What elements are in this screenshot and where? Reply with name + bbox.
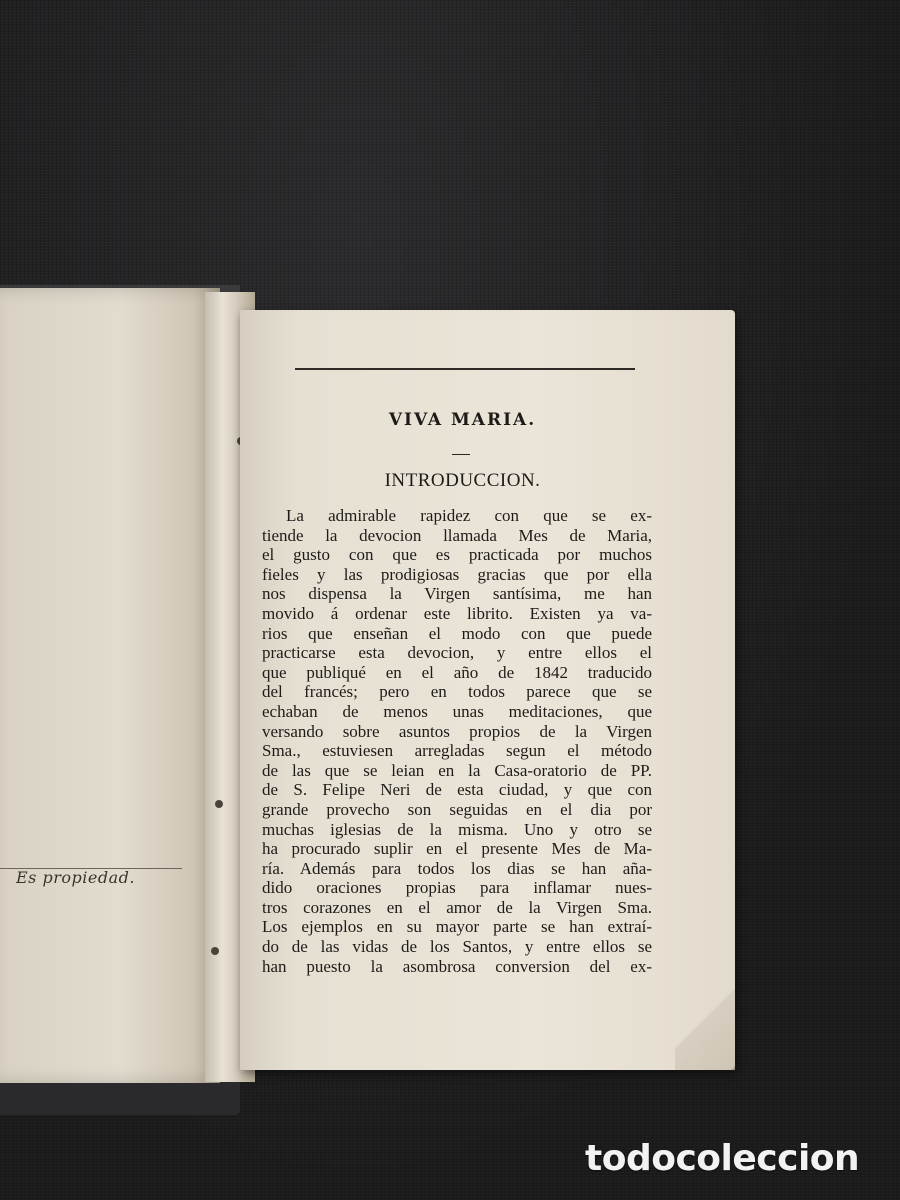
- text-line: tros corazones en el amor de la Virgen Sma.: [262, 897, 652, 917]
- text-line: Los ejemplos en su mayor parte se han extraí-: [262, 917, 652, 937]
- left-page-caption: Es propiedad.: [16, 868, 135, 887]
- text-line: del francés; pero en todos parece que se: [262, 682, 652, 702]
- text-line: movido á ordenar este librito. Existen ya va-: [262, 603, 652, 623]
- watermark-logo: todocoleccion: [585, 1138, 860, 1179]
- page-title: VIVA MARIA.: [388, 410, 537, 430]
- text-line: muchas iglesias de la misma. Uno y otro se: [262, 819, 652, 839]
- text-line: de S. Felipe Neri de esta ciudad, y que con: [262, 780, 652, 800]
- text-line: grande provecho son seguidas en el dia por: [262, 799, 652, 819]
- folded-page-corner: [675, 970, 735, 1070]
- text-line: de las que se leian en la Casa-oratorio de PP.: [262, 760, 652, 780]
- binding-stitch: [215, 800, 223, 808]
- text-line: el gusto con que es practicada por muchos: [262, 545, 652, 565]
- text-line: practicarse esta devocion, y entre ellos el: [262, 643, 652, 663]
- text-line: La admirable rapidez con que se ex-: [286, 506, 652, 525]
- text-line: do de las vidas de los Santos, y entre ellos se: [262, 937, 652, 957]
- text-line: echaban de menos unas meditaciones, que: [262, 701, 652, 721]
- text-line: Sma., estuviesen arregladas segun el método: [262, 741, 652, 761]
- text-line: que publiqué en el año de 1842 traducido: [262, 662, 652, 682]
- text-line: versando sobre asuntos propios de la Virgen: [262, 721, 652, 741]
- page-top-rule: [295, 368, 635, 370]
- text-line: ría. Además para todos los dias se han aña-: [262, 858, 652, 878]
- body-text: [262, 506, 652, 976]
- text-line: ha procurado suplir en el presente Mes de Ma-: [262, 839, 652, 859]
- text-line: tiende la devocion llamada Mes de Maria,: [262, 525, 652, 545]
- text-line: rios que enseñan el modo con que puede: [262, 623, 652, 643]
- right-page: [240, 310, 735, 1070]
- text-line: fieles y las prodigiosas gracias que por ella: [262, 564, 652, 584]
- section-heading: INTRODUCCION.: [384, 470, 541, 491]
- text-line: nos dispensa la Virgen santísima, me han: [262, 584, 652, 604]
- text-line: dido oraciones propias para inflamar nues-: [262, 878, 652, 898]
- text-line: han puesto la asombrosa conversion del ex-: [262, 956, 652, 976]
- binding-stitch: [211, 947, 219, 955]
- left-page: [0, 288, 220, 1083]
- title-dash: [452, 454, 470, 455]
